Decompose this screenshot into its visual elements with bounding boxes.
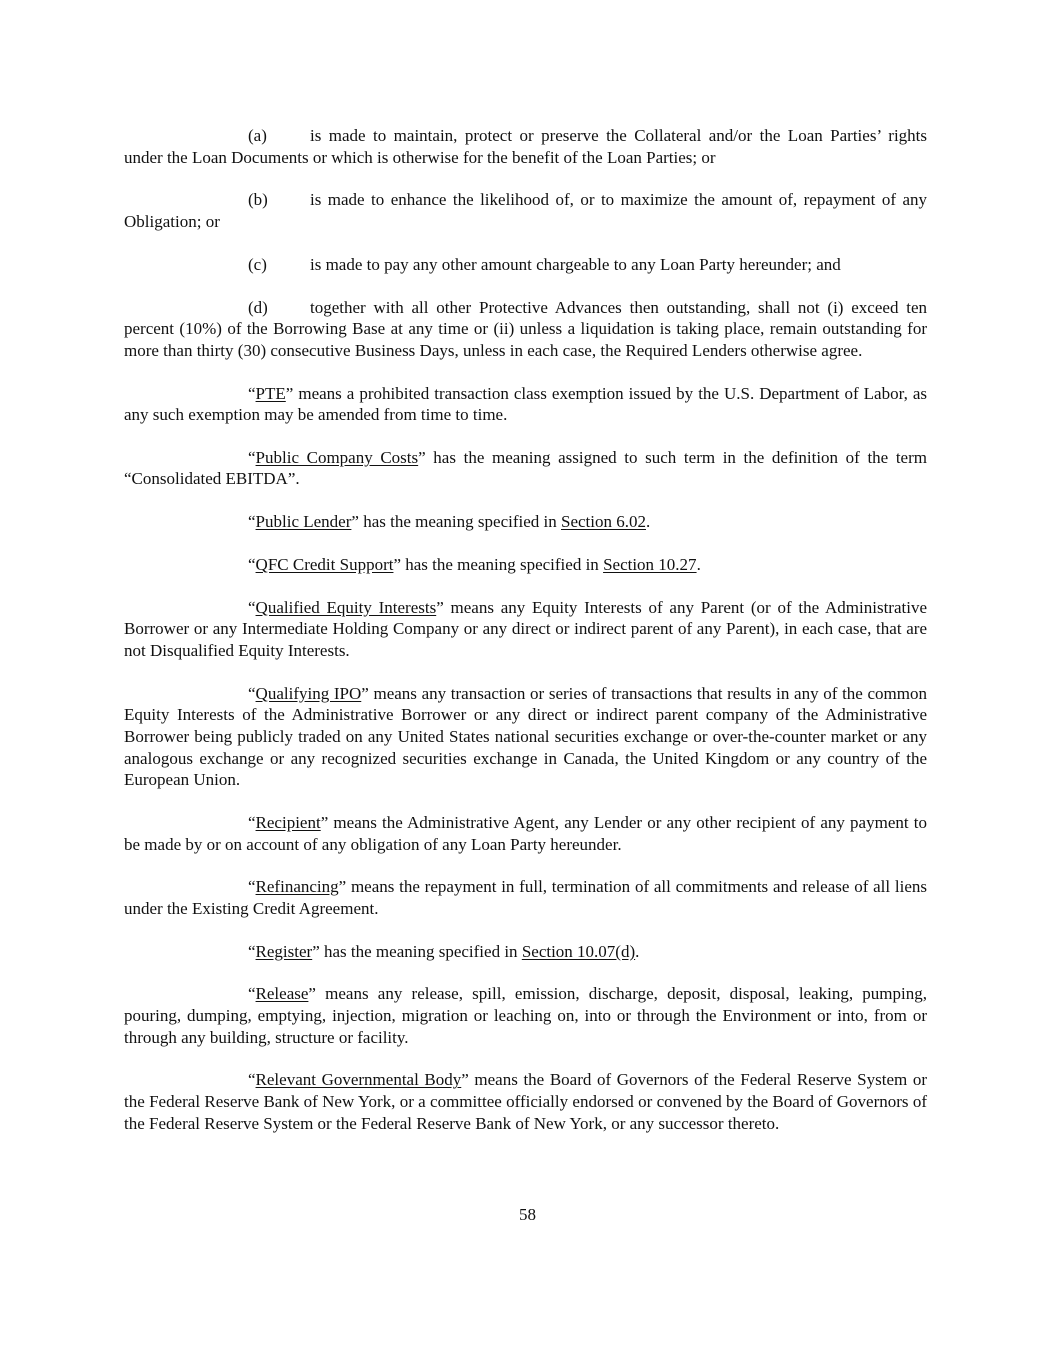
definition-tail: . (696, 555, 701, 575)
clause-b (124, 189, 927, 232)
close-quote: ” (361, 683, 369, 703)
clause-text: together with all other Protective Advances then outstanding, shall not (i) exceed ten percent (10%) of the Borrowing Base at any time or (ii) unless a liquidation is taking place, remain outstanding for more than thirty (30) consecutive Business Days, unless in each case, the Required Lenders otherwise agree. (124, 297, 927, 360)
defined-term: Refinancing (255, 877, 339, 897)
definition-refinancing (124, 876, 927, 919)
defined-term: Public Company Costs (255, 447, 419, 467)
defined-term: Recipient (255, 812, 321, 832)
section-reference: Section 10.27 (603, 555, 697, 575)
section-reference: Section 6.02 (561, 512, 646, 532)
definition-qfc-credit-support (124, 554, 927, 576)
open-quote: “ (248, 941, 256, 961)
open-quote: “ (248, 1070, 256, 1090)
clause-label: (c) (248, 254, 267, 274)
open-quote: “ (248, 447, 256, 467)
definition-text: means a prohibited transaction class exemption issued by the U.S. Department of Labor, as any such exemption may be amended from time to time. (124, 383, 927, 425)
definition-text: has the meaning assigned to such term in the definition of the term “Consolidated EBITDA”. (124, 447, 927, 489)
close-quote: ” (436, 597, 444, 617)
defined-term: Public Lender (255, 512, 352, 532)
definition-text: means any release, spill, emission, discharge, deposit, disposal, leaking, pumping, pouring, dumping, emptying, injection, migration or leaching on, into or through the Environment or into, from or through any building, structure or facility. (124, 984, 927, 1047)
defined-term: Qualifying IPO (255, 683, 362, 703)
clause-label: (b) (248, 190, 268, 210)
definition-text: means the repayment in full, termination of all commitments and release of all liens under the Existing Credit Agreement. (124, 877, 927, 918)
definition-tail: . (646, 512, 651, 532)
close-quote: ” (308, 984, 316, 1004)
open-quote: “ (248, 812, 256, 832)
close-quote: ” (312, 941, 320, 961)
definition-qualifying-ipo (124, 683, 927, 791)
definition-text: means the Board of Governors of the Federal Reserve System or the Federal Reserve Bank of New York, or a committee officially endorsed or convened by the Board of Governors of the Federal Reserve System or the Federal Reserve Bank of New York, or any successor thereto. (124, 1070, 927, 1133)
definition-recipient (124, 812, 927, 855)
open-quote: “ (248, 512, 256, 532)
definition-text: means any Equity Interests of any Parent (or of the Administrative Borrower or any Intermediate Holding Company or any direct or indirect parent of any Parent), in each case, that are not Disqualified Equity Interests. (124, 597, 927, 660)
definition-public-lender (124, 511, 927, 533)
definition-text: means any transaction or series of transactions that results in any of the common Equity Interests of the Administrative Borrower or any direct or indirect parent company of the Administrative Borrower being publicly traded on any United States national securities exchange or over-the-counter market or any analogous exchange or any recognized securities exchange in Canada, the United Kingdom or any country of the European Union. (124, 683, 927, 790)
open-quote: “ (248, 597, 256, 617)
close-quote: ” (461, 1070, 469, 1090)
defined-term: Relevant Governmental Body (255, 1070, 462, 1090)
page-number: 58 (519, 1205, 536, 1224)
definition-qualified-equity-interests (124, 597, 927, 662)
definition-text: has the meaning specified in (319, 941, 522, 961)
clause-text: is made to pay any other amount chargeable to any Loan Party hereunder; and (310, 254, 841, 274)
definition-text: has the meaning specified in (358, 512, 561, 532)
close-quote: ” (351, 512, 359, 532)
section-reference: Section 10.07(d) (521, 941, 636, 961)
clause-label: (d) (248, 297, 268, 317)
defined-term: Qualified Equity Interests (255, 597, 437, 617)
definition-text: has the meaning specified in (401, 555, 604, 575)
defined-term: QFC Credit Support (255, 555, 394, 575)
definition-pte (124, 383, 927, 426)
close-quote: ” (393, 555, 401, 575)
close-quote: ” (285, 383, 294, 403)
open-quote: “ (248, 984, 256, 1004)
defined-term: Register (255, 941, 313, 961)
clause-text: is made to enhance the likelihood of, or to maximize the amount of, repayment of any Obligation; or (124, 190, 927, 231)
defined-term: PTE (255, 383, 286, 403)
definition-register (124, 941, 927, 963)
clause-label: (a) (248, 126, 267, 145)
defined-term: Release (255, 984, 309, 1004)
clause-c (124, 254, 927, 276)
document-body (124, 125, 927, 1155)
close-quote: ” (418, 447, 426, 467)
definition-release (124, 983, 927, 1048)
close-quote: ” (338, 877, 347, 897)
open-quote: “ (248, 877, 256, 897)
open-quote: “ (248, 555, 256, 575)
definition-tail: . (635, 941, 640, 961)
clause-text: is made to maintain, protect or preserve the Collateral and/or the Loan Parties’ rights under the Loan Documents or which is otherwise for the benefit of the Loan Parties; or (124, 126, 927, 167)
clause-a (124, 125, 927, 168)
definition-relevant-governmental-body (124, 1069, 927, 1134)
clause-d (124, 297, 927, 362)
close-quote: ” (320, 812, 329, 832)
open-quote: “ (248, 383, 256, 403)
open-quote: “ (248, 683, 256, 703)
definition-public-company-costs (124, 447, 927, 490)
definition-text: means the Administrative Agent, any Lender or any other recipient of any payment to be made by or on account of any obligation of any Loan Party hereunder. (124, 812, 927, 854)
